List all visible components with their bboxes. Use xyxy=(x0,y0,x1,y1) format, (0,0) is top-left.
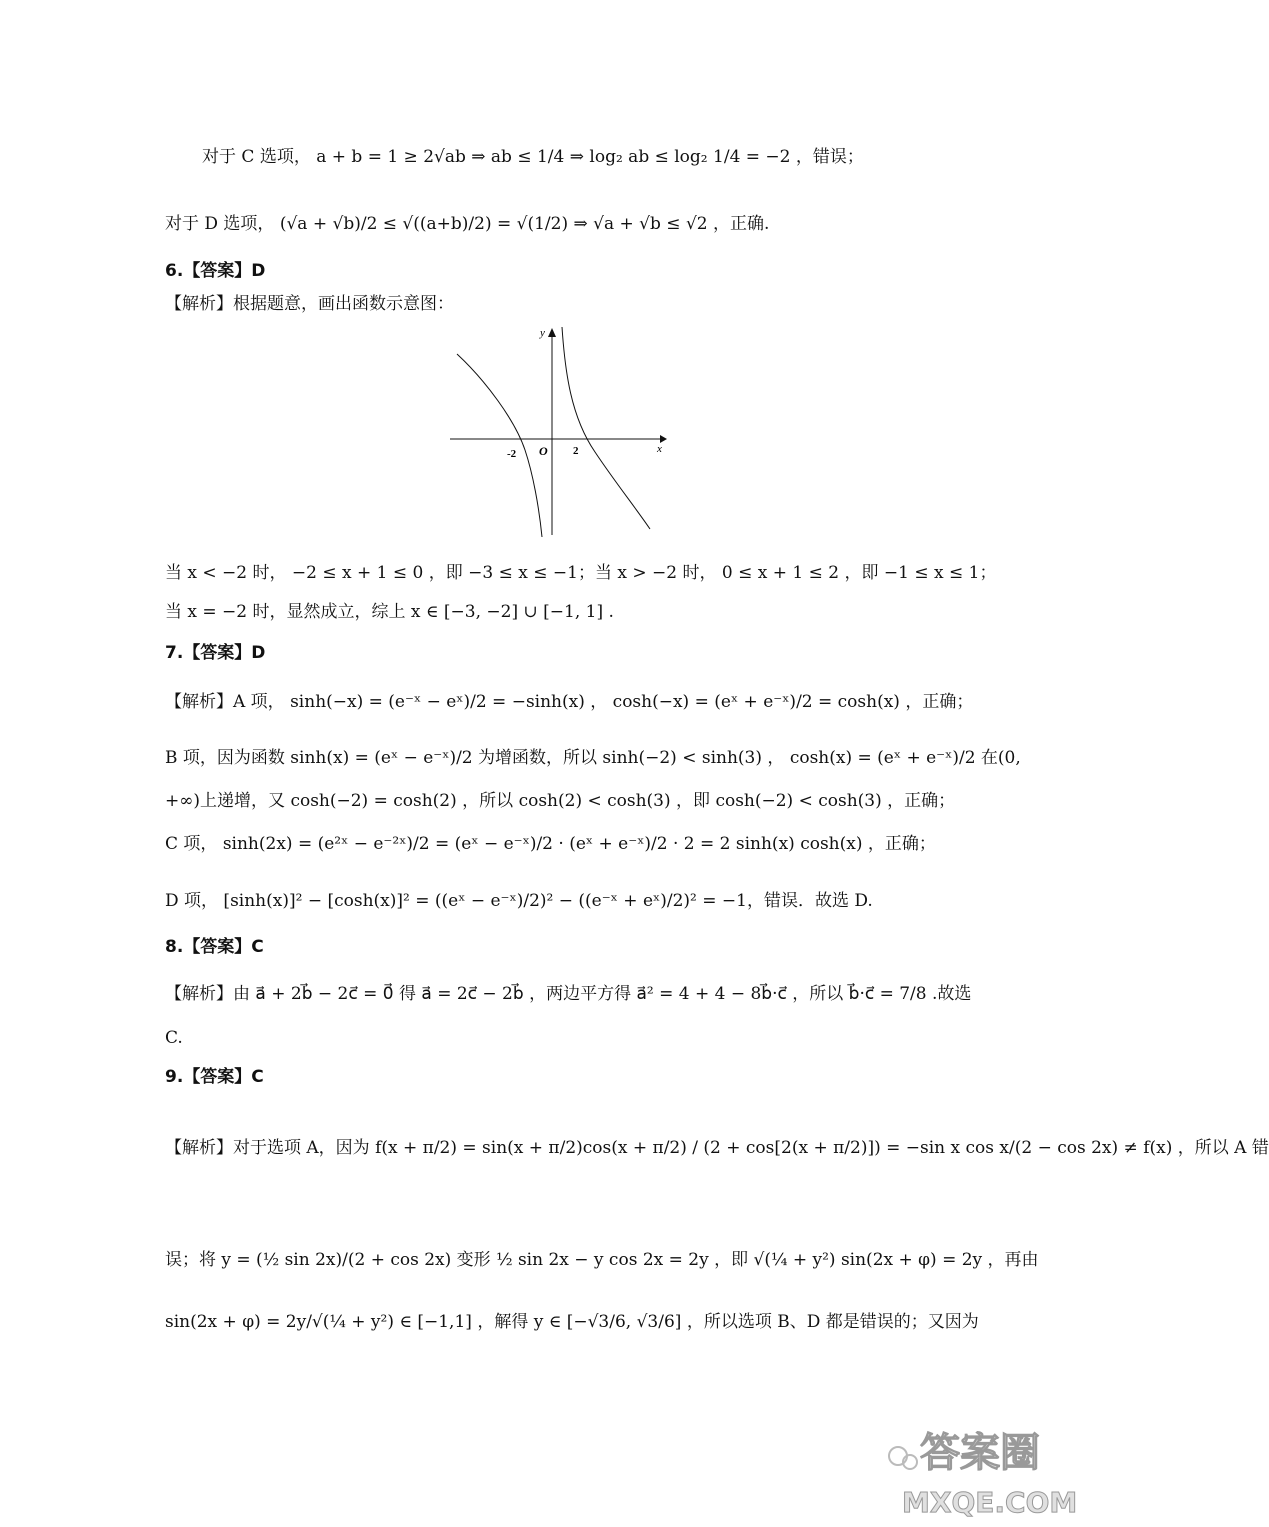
q7-b-1: B 项，因为函数 sinh(x) = (eˣ − e⁻ˣ)/2 为增函数，所以 sinh(−2) < sinh(3) ， cosh(x) = (eˣ + e⁻ˣ)/2 在(0, xyxy=(165,748,1021,768)
watermark-logo xyxy=(870,1408,1078,1520)
q9-b: 误；将 y = (½ sin 2x)/(2 + cos 2x) 变形 ½ sin 2x − y cos 2x = 2y ，即 √(¼ + y²) sin(2x + φ) = 2y ，再由 xyxy=(165,1250,1039,1270)
q9-a: 【解析】对于选项 A，因为 f(x + π/2) = sin(x + π/2)cos(x + π/2) / (2 + cos[2(x + π/2)]) = −sin x cos x/(2 − cos 2x) ≠ f(x) ，所以 A 错 xyxy=(165,1138,1269,1158)
x-axis-arrow xyxy=(660,435,667,443)
left-branch-curve xyxy=(457,354,542,537)
q8-explanation-2: C. xyxy=(165,1028,183,1048)
q6-answer-heading: 6.【答案】D xyxy=(165,261,266,281)
q9-c: sin(2x + φ) = 2y/√(¼ + y²) ∈ [−1,1] ，解得 y ∈ [−√3/6, √3/6] ，所以选项 B、D 都是错误的；又因为 xyxy=(165,1312,979,1332)
function-sketch-graph xyxy=(445,322,670,537)
d-option-line: 对于 D 选项， (√a + √b)/2 ≤ √((a+b)/2) = √(1/2) ⇒ √a + √b ≤ √2 ，正确. xyxy=(165,214,770,234)
origin-label: O xyxy=(539,444,548,458)
q6-explanation: 【解析】根据题意，画出函数示意图： xyxy=(165,294,454,314)
x-axis-label: x xyxy=(657,443,662,455)
y-axis-label: y xyxy=(540,327,545,339)
q7-a: 【解析】A 项， sinh(−x) = (e⁻ˣ − eˣ)/2 = −sinh(x) ， cosh(−x) = (eˣ + e⁻ˣ)/2 = cosh(x) ，正确； xyxy=(165,692,974,712)
y-axis-arrow xyxy=(548,328,556,337)
c-option-line: 对于 C 选项， a + b = 1 ≥ 2√ab ⇒ ab ≤ 1/4 ⇒ log₂ ab ≤ log₂ 1/4 = −2 ，错误； xyxy=(202,147,864,167)
q6-line-1: 当 x < −2 时， −2 ≤ x + 1 ≤ 0 ，即 −3 ≤ x ≤ −1；当 x > −2 时， 0 ≤ x + 1 ≤ 2 ，即 −1 ≤ x ≤ 1； xyxy=(165,563,997,583)
q9-answer-heading: 9.【答案】C xyxy=(165,1067,264,1087)
right-branch-curve xyxy=(562,327,650,529)
q8-explanation-1: 【解析】由 a⃗ + 2b⃗ − 2c⃗ = 0⃗ 得 a⃗ = 2c⃗ − 2b⃗ ，两边平方得 a⃗² = 4 + 4 − 8b⃗·c⃗ ，所以 b⃗·c⃗ = 7/8 .故选 xyxy=(165,984,972,1004)
q8-answer-heading: 8.【答案】C xyxy=(165,937,264,957)
q7-c: C 项， sinh(2x) = (e²ˣ − e⁻²ˣ)/2 = (eˣ − e⁻ˣ)/2 · (eˣ + e⁻ˣ)/2 · 2 = 2 sinh(x) cosh(x) ，正确； xyxy=(165,834,936,854)
q7-d: D 项， [sinh(x)]² − [cosh(x)]² = ((eˣ − e⁻ˣ)/2)² − ((e⁻ˣ + eˣ)/2)² = −1，错误．故选 D. xyxy=(165,891,873,911)
svg-text:答案圈: 答案圈 xyxy=(920,1430,1040,1476)
tick-label-2: 2 xyxy=(573,445,579,457)
q6-line-2: 当 x = −2 时，显然成立，综上 x ∈ [−3, −2] ∪ [−1, 1] . xyxy=(165,602,614,622)
q7-b-2: +∞)上递增，又 cosh(−2) = cosh(2) ，所以 cosh(2) < cosh(3) ，即 cosh(−2) < cosh(3) ，正确； xyxy=(165,791,956,811)
tick-label-neg2: -2 xyxy=(507,448,517,460)
svg-text:MXQE.COM: MXQE.COM xyxy=(902,1486,1078,1519)
q7-answer-heading: 7.【答案】D xyxy=(165,643,266,663)
